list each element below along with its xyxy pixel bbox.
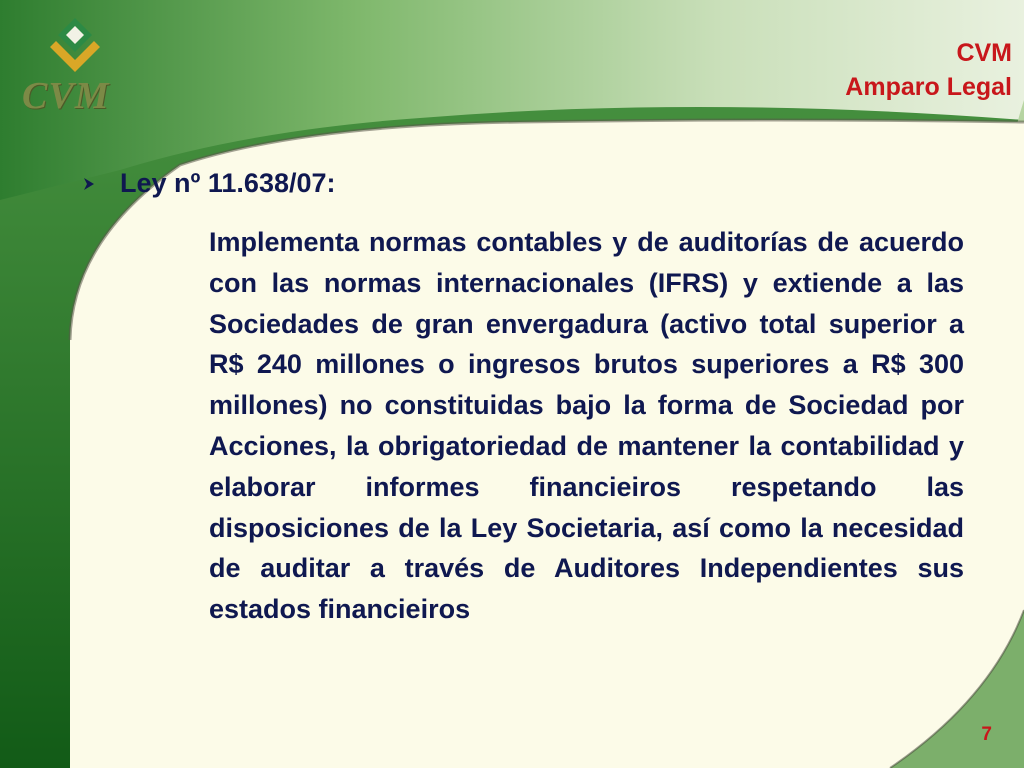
page-number: 7: [981, 724, 992, 745]
title-line-2: Amparo Legal: [845, 73, 1012, 101]
slide-title: [845, 36, 1012, 104]
bullet-label: Ley nº 11.638/07:: [120, 168, 336, 198]
logo-text: CVM: [22, 75, 110, 117]
title-line-1: CVM: [956, 39, 1012, 67]
body-paragraph: Implementa normas contables y de auditorías de acuerdo con las normas internacionales (IFRS) y extiende a las Sociedades de gran envergadura (activo total superior a R$ 240 millones o ingresos brutos superiores a R$ 300 millones) no constituidas bajo la forma de Sociedad por Acciones, la obrigatoriedad de mantener la contabilidad y elaborar informes financieiros respetando las disposiciones de la Ley Societaria, así como la necesidad de auditar a través de Auditores Independientes sus estados financieiros: [209, 227, 964, 625]
bullet-item: [82, 168, 336, 199]
arrowhead-bullet-icon: [82, 177, 96, 191]
